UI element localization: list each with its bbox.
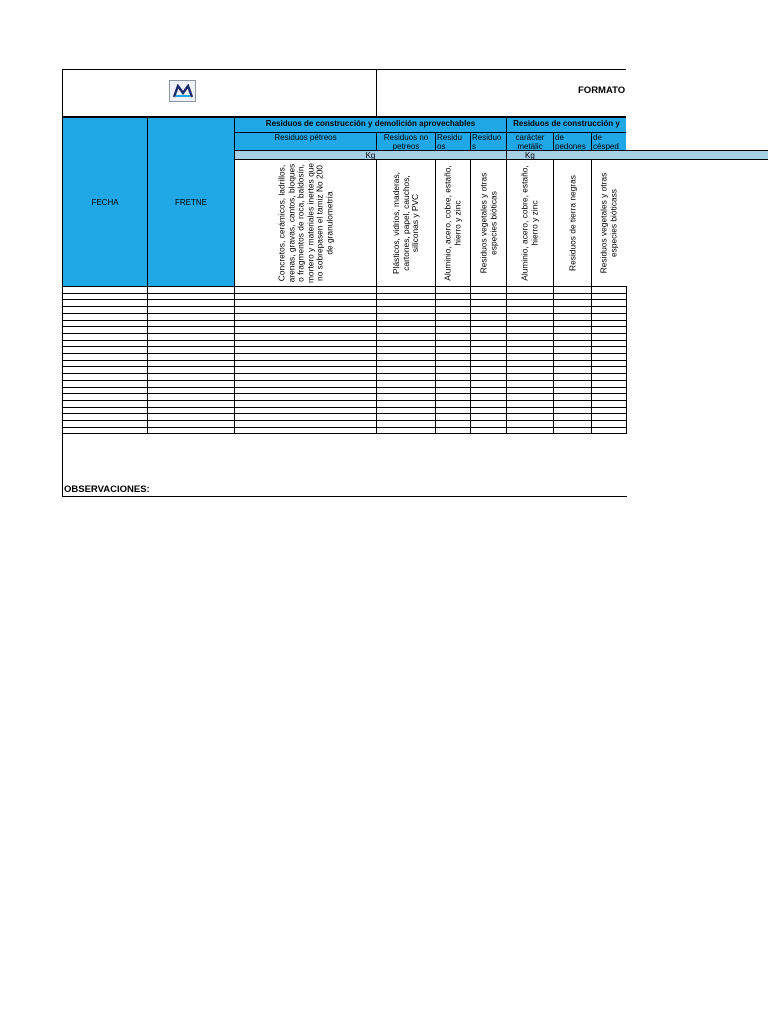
desc-vegetales1-cell xyxy=(470,159,507,287)
observaciones-label: OBSERVACIONES: xyxy=(64,484,150,495)
logo-mark-icon xyxy=(173,84,193,98)
desc-concretos: Concretos, cerámicos, ladrillos, arenas, gravas, cantos, bloques o fragmentos de roca, baldosín, mortero y materiales inertes que no sobrepasen el tamiz No 200 de granulometría xyxy=(276,162,334,284)
data-grid xyxy=(62,286,627,436)
residuos-veg-header: Residuo s xyxy=(470,132,507,151)
form-title: FORMATO xyxy=(578,85,626,96)
desc-tierra: Residuos de tierra negras xyxy=(566,175,577,271)
desc-vegetales2-cell xyxy=(591,159,626,287)
desc-aluminio2-cell xyxy=(506,159,554,287)
desc-plasticos-cell xyxy=(376,159,436,287)
pedones-header: de pedones xyxy=(553,132,592,151)
logo-cell xyxy=(62,69,377,117)
desc-tierra-cell xyxy=(553,159,592,287)
unit-kg-right: Kg xyxy=(525,151,535,160)
no-petreos-header: Residuos no petreos xyxy=(376,132,436,151)
cesped-header: de césped xyxy=(591,132,626,151)
unit-kg-left: Kg xyxy=(234,150,507,160)
company-logo xyxy=(169,80,196,102)
residuos-metal-header: Residu os xyxy=(435,132,471,151)
desc-aluminio2: Aluminio, acero, cobre, estaño, hierro y zinc xyxy=(519,165,539,281)
fecha-header: FECHA xyxy=(62,117,148,287)
desc-concretos-cell xyxy=(234,159,377,287)
frente-header: FRETNE xyxy=(147,117,235,287)
desc-aluminio1: Aluminio, acero, cobre, estaño, hierro y zinc xyxy=(442,165,462,281)
petreos-header: Residuos pétreos xyxy=(234,132,377,151)
desc-plasticos: Plásticos, vidrios, maderas, cartones, papel, cauchos, siliconas y PVC xyxy=(390,172,420,274)
desc-vegetales2: Residuos vegetales y otras especies bióticass xyxy=(598,172,618,274)
group2-title: Residuos de construcción y xyxy=(506,117,626,133)
desc-vegetales1: Residuos vegetales y otras especies bióticas xyxy=(478,172,498,274)
caracter-header: carácter metálic xyxy=(506,132,554,151)
group1-title: Residuos de construcción y demolición aprovechables xyxy=(234,117,507,133)
desc-aluminio1-cell xyxy=(435,159,471,287)
